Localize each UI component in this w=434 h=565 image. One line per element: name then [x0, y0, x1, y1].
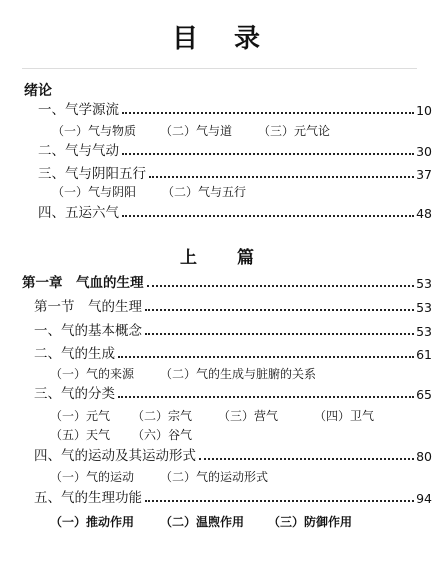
entry-label: 一、气学源流 — [38, 102, 119, 118]
entry-label: 四、气的运动及其运动形式 — [34, 448, 196, 464]
entry-page: 30 — [416, 144, 432, 159]
sub-entries — [0, 513, 434, 531]
chapter-entry[interactable] — [0, 273, 434, 291]
leader-dots — [149, 175, 414, 178]
sub-entry[interactable]: （一）气的运动 — [50, 470, 135, 484]
leader-dots — [145, 308, 414, 311]
sub-entry[interactable]: （一）推动作用 — [50, 515, 135, 529]
entry-label: 五、气的生理功能 — [34, 490, 142, 506]
entry-page: 10 — [416, 103, 432, 118]
sub-entries — [0, 407, 434, 425]
entry-page: 53 — [416, 324, 432, 339]
sub-entries — [0, 365, 434, 383]
section-entry[interactable] — [0, 297, 434, 315]
chapter-label: 第一章 气血的生理 — [22, 275, 144, 291]
sub-entry[interactable]: （一）气与阴阳 — [52, 185, 137, 199]
entry-page: 80 — [416, 449, 432, 464]
part-char-2: 篇 — [237, 248, 254, 268]
entry-page: 37 — [416, 167, 432, 182]
sub-entry[interactable]: （二）宗气 — [132, 409, 193, 423]
sub-entry[interactable]: （二）气的生成与脏腑的关系 — [160, 367, 317, 381]
entry-page: 65 — [416, 387, 432, 402]
entry-label: 四、五运六气 — [38, 205, 119, 221]
sub-entry[interactable]: （五）天气 — [50, 428, 111, 442]
sub-entries — [0, 122, 434, 140]
toc-entry[interactable] — [0, 203, 434, 221]
entry-page: 53 — [416, 300, 432, 315]
toc-entry[interactable] — [0, 384, 434, 402]
entry-label: 三、气的分类 — [34, 386, 115, 402]
sub-entry[interactable]: （六）谷气 — [132, 428, 193, 442]
leader-dots — [199, 457, 414, 460]
toc-entry[interactable] — [0, 488, 434, 506]
sub-entry[interactable]: （三）元气论 — [258, 124, 331, 138]
leader-dots — [122, 214, 414, 217]
toc-entry[interactable] — [0, 344, 434, 362]
leader-dots — [118, 395, 414, 398]
leader-dots — [145, 332, 414, 335]
sub-entries — [0, 426, 434, 444]
leader-dots — [118, 355, 414, 358]
page-title — [0, 18, 434, 55]
divider — [22, 68, 417, 69]
entry-page: 53 — [416, 276, 432, 291]
entry-label: 一、气的基本概念 — [34, 323, 142, 339]
leader-dots — [122, 152, 414, 155]
entry-page: 61 — [416, 347, 432, 362]
sub-entry[interactable]: （四）卫气 — [314, 409, 375, 423]
sub-entry[interactable]: （二）气与五行 — [162, 185, 247, 199]
entry-label: 二、气的生成 — [34, 346, 115, 362]
part-char-1: 上 — [180, 248, 197, 268]
sub-entry[interactable]: （一）元气 — [50, 409, 111, 423]
intro-heading: 绪论 — [24, 83, 52, 99]
sub-entry[interactable]: （一）气与物质 — [52, 124, 137, 138]
sub-entries — [0, 468, 434, 486]
sub-entry[interactable]: （二）气的运动形式 — [160, 470, 269, 484]
sub-entry[interactable]: （二）温煦作用 — [160, 515, 245, 529]
title-char-2: 录 — [234, 24, 263, 54]
leader-dots — [147, 284, 415, 287]
toc-entry[interactable] — [0, 164, 434, 182]
part-heading — [0, 243, 434, 268]
sub-entry[interactable]: （一）气的来源 — [50, 367, 135, 381]
leader-dots — [145, 499, 414, 502]
title-char-1: 目 — [171, 24, 200, 54]
sub-entry[interactable]: （二）气与道 — [160, 124, 233, 138]
sub-entry[interactable]: （三）营气 — [218, 409, 279, 423]
section-label: 第一节 气的生理 — [34, 299, 142, 315]
toc-entry[interactable] — [0, 321, 434, 339]
sub-entry[interactable]: （三）防御作用 — [268, 515, 353, 529]
entry-label: 三、气与阴阳五行 — [38, 166, 146, 182]
toc-entry[interactable] — [0, 141, 434, 159]
toc-entry[interactable] — [0, 446, 434, 464]
entry-page: 94 — [416, 491, 432, 506]
sub-entries — [0, 183, 434, 201]
entry-page: 48 — [416, 206, 432, 221]
leader-dots — [122, 111, 414, 114]
toc-entry[interactable] — [0, 100, 434, 118]
entry-label: 二、气与气动 — [38, 143, 119, 159]
